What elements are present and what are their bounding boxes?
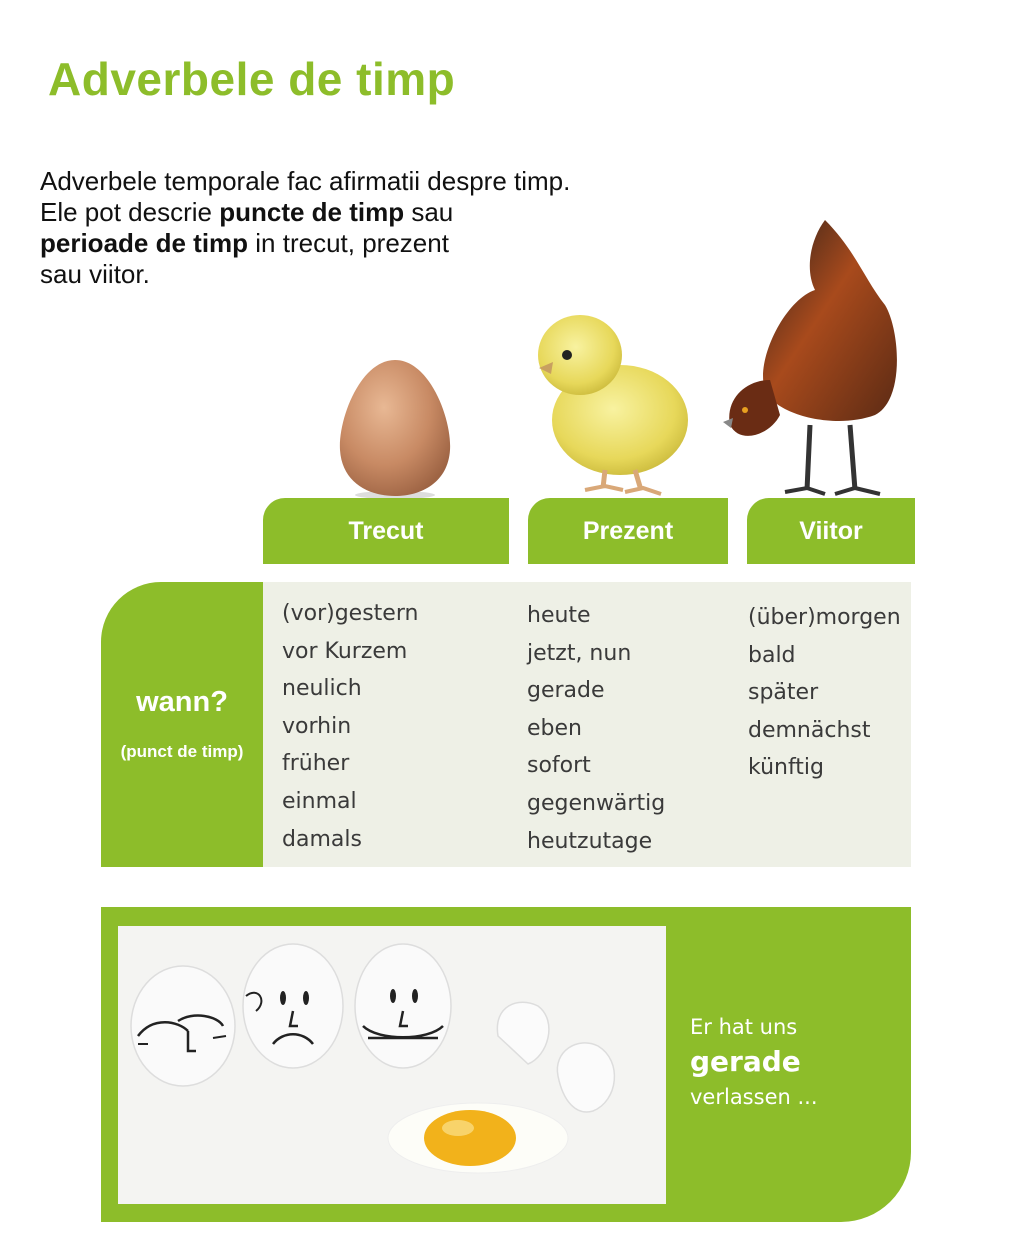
row-label-sub: (punct de timp) (120, 742, 244, 761)
intro-line-4: sau viitor. (40, 259, 150, 289)
row-label-main: wann? (136, 686, 228, 718)
word-item: (vor)gestern (282, 601, 419, 626)
word-item: heutzutage (527, 828, 653, 854)
chick-image (525, 300, 700, 500)
intro-line-2-bold: puncte de timp (219, 197, 405, 227)
eggs-photo (118, 926, 666, 1204)
intro-line-3-b: in trecut, prezent (248, 228, 449, 258)
row-label-box (101, 582, 263, 867)
intro-line-3-bold: perioade de timp (40, 228, 249, 258)
word-item: neulich (282, 676, 362, 702)
intro-line-1: Adverbele temporale fac afirmatii despre timp. (40, 166, 571, 196)
column-header-future: Viitor (747, 498, 915, 564)
eggs-illustration (118, 926, 666, 1204)
word-item: vor Kurzem (282, 638, 408, 664)
word-item: bald (748, 642, 796, 668)
column-past-words (282, 595, 418, 858)
intro-line-2-c: sau (404, 197, 454, 227)
word-item: gerade (527, 678, 605, 704)
word-item: gegenwärtig (527, 790, 666, 816)
word-item: jetzt, nun (527, 640, 632, 666)
example-caption (690, 1012, 818, 1112)
column-present-words (527, 597, 665, 860)
column-future-words (748, 599, 901, 787)
intro-paragraph (40, 166, 640, 290)
caption-line-3: verlassen ... (690, 1085, 818, 1109)
word-item: vorhin (282, 713, 352, 739)
word-item: später (748, 680, 819, 706)
egg-image (330, 350, 460, 500)
word-item: damals (282, 826, 362, 852)
hen-image (715, 210, 915, 500)
word-item: (über)morgen (748, 605, 901, 630)
word-item: einmal (282, 788, 357, 814)
caption-highlight-word: gerade (690, 1045, 801, 1078)
column-header-present: Prezent (528, 498, 728, 564)
word-item: eben (527, 715, 582, 741)
word-item: demnächst (748, 717, 871, 743)
word-item: heute (527, 603, 591, 628)
word-item: sofort (527, 753, 591, 779)
page-title: Adverbele de timp (48, 53, 456, 105)
word-item: früher (282, 751, 350, 777)
column-header-past: Trecut (263, 498, 509, 564)
intro-line-2-a: Ele pot descrie (40, 197, 220, 227)
caption-line-1: Er hat uns (690, 1015, 798, 1039)
word-item: künftig (748, 755, 825, 781)
